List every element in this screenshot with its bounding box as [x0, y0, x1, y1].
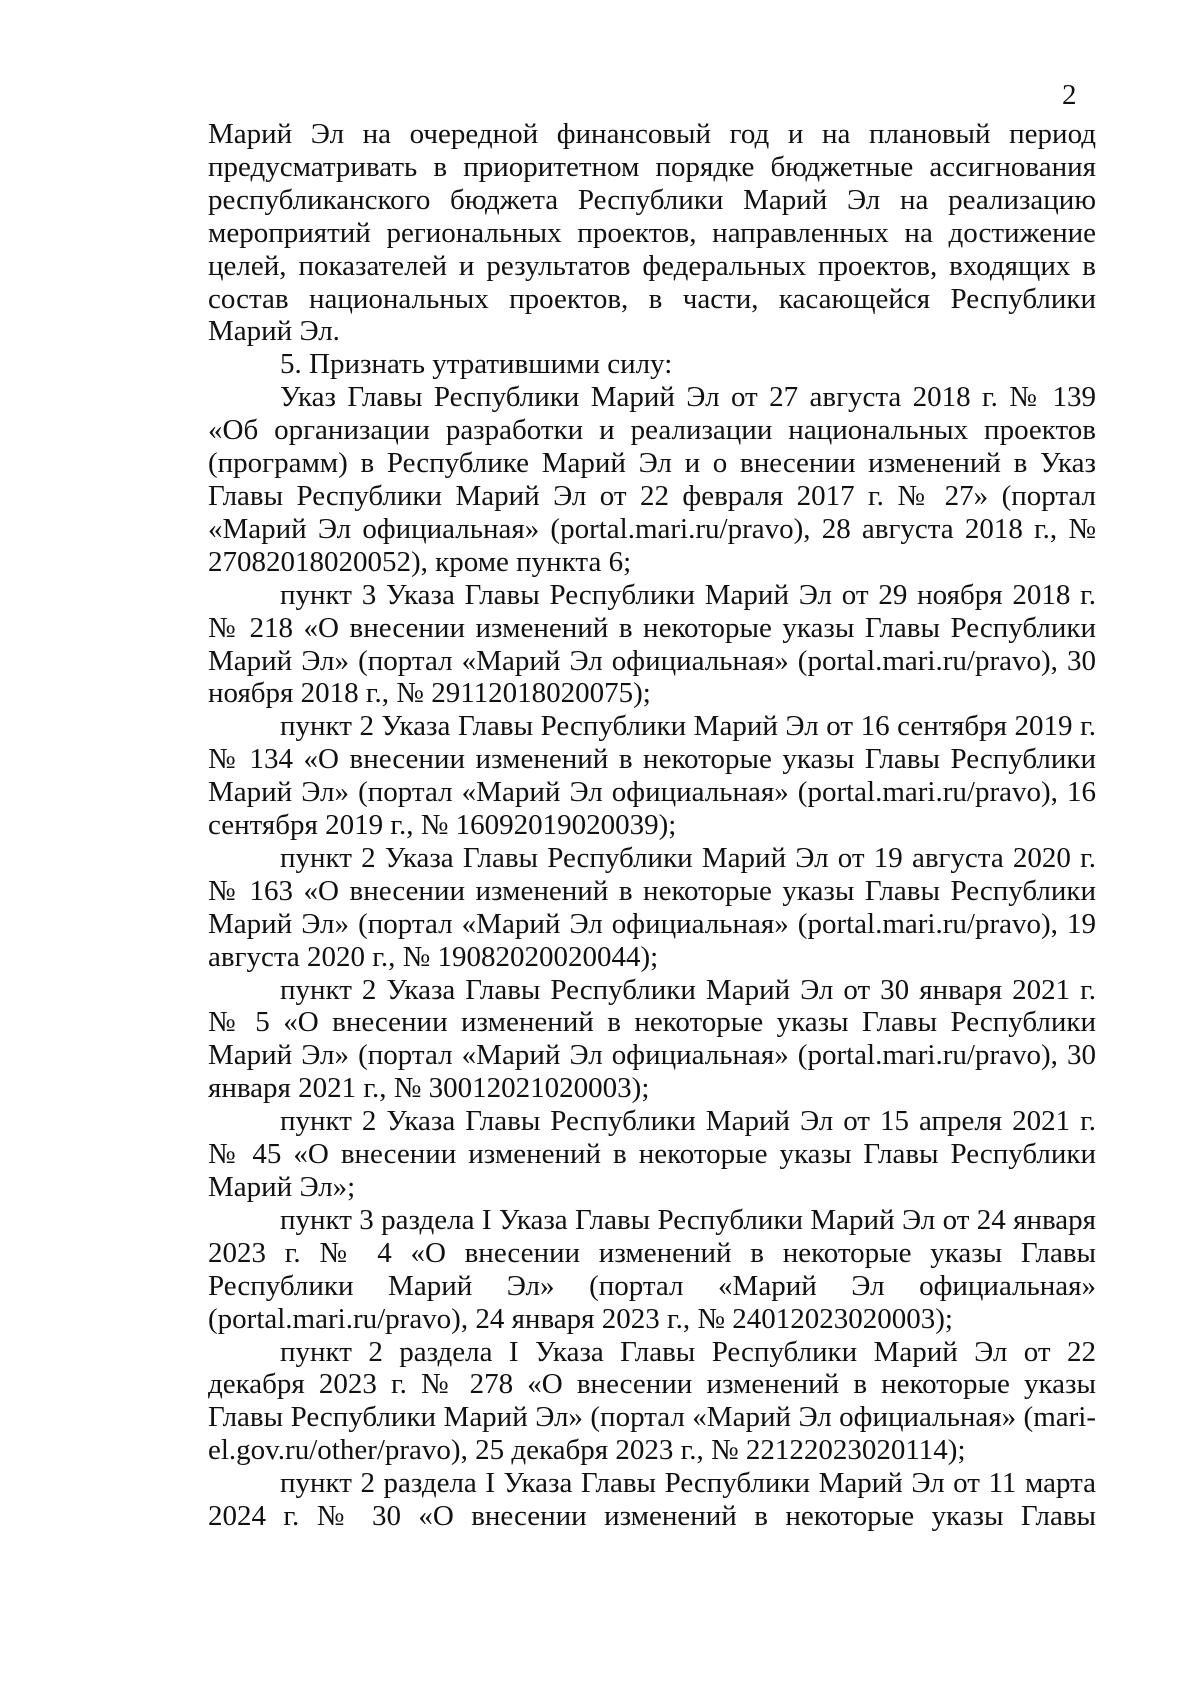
page-number: 2: [1062, 79, 1077, 111]
paragraph-repealed-clause: пункт 2 Указа Главы Республики Марий Эл от 30 января 2021 г. № 5 «О внесении изменений в некоторые указы Главы Республики Марий Эл» (портал «Марий Эл официальная» (portal.mari.ru/pravo), 30 января 2021 г., № 30012021020003);: [208, 973, 1096, 1105]
paragraph-item-5: 5. Признать утратившими силу:: [280, 348, 673, 381]
paragraph-repealed-clause: пункт 3 раздела I Указа Главы Республики Марий Эл от 24 января 2023 г. № 4 «О внесении изменений в некоторые указы Главы Республики Марий Эл» (портал «Марий Эл официальная» (portal.mari.ru/pravo), 24 января 2023 г., № 24012023020003);: [208, 1203, 1096, 1335]
paragraph-repealed-clause: пункт 2 Указа Главы Республики Марий Эл от 19 августа 2020 г. № 163 «О внесении изменений в некоторые указы Главы Республики Марий Эл» (портал «Марий Эл официальная» (portal.mari.ru/pravo), 19 августа 2020 г., № 19082020020044);: [208, 841, 1096, 973]
paragraph-repealed-clause: пункт 3 Указа Главы Республики Марий Эл от 29 ноября 2018 г. № 218 «О внесении изменений в некоторые указы Главы Республики Марий Эл» (портал «Марий Эл официальная» (portal.mari.ru/pravo), 30 ноября 2018 г., № 29112018020075);: [208, 578, 1096, 710]
paragraph-repealed-clause: пункт 2 раздела I Указа Главы Республики Марий Эл от 11 марта 2024 г. № 30 «О внесении изменений в некоторые указы Главы: [208, 1467, 1096, 1533]
paragraph-repealed-clause: пункт 2 раздела I Указа Главы Республики Марий Эл от 22 декабря 2023 г. № 278 «О внесении изменений в некоторые указы Главы Республики Марий Эл» (портал «Марий Эл официальная» (mari-el.gov.ru/other/pravo), 25 декабря 2023 г., № 22122023020114);: [208, 1335, 1096, 1467]
paragraph-repealed-clause: пункт 2 Указа Главы Республики Марий Эл от 15 апреля 2021 г. № 45 «О внесении изменений в некоторые указы Главы Республики Марий Эл»;: [208, 1105, 1096, 1203]
document-body: [208, 118, 1096, 1533]
paragraph-continuation: Марий Эл на очередной финансовый год и на плановый период предусматривать в приоритетном порядке бюджетные ассигнования республиканского бюджета Республики Марий Эл на реализацию мероприятий региональных проектов, направленных на достижение целей, показателей и результатов федеральных проектов, входящих в состав национальных проектов, в части, касающейся Республики Марий Эл.: [208, 118, 1096, 348]
paragraph-repealed-decree: Указ Главы Республики Марий Эл от 27 августа 2018 г. № 139 «Об организации разработки и реализации национальных проектов (программ) в Республике Марий Эл и о внесении изменений в Указ Главы Республики Марий Эл от 22 февраля 2017 г. № 27» (портал «Марий Эл официальная» (portal.mari.ru/pravo), 28 августа 2018 г., № 27082018020052), кроме пункта 6;: [208, 381, 1096, 578]
paragraph-repealed-clause: пункт 2 Указа Главы Республики Марий Эл от 16 сентября 2019 г. № 134 «О внесении изменений в некоторые указы Главы Республики Марий Эл» (портал «Марий Эл официальная» (portal.mari.ru/pravo), 16 сентября 2019 г., № 16092019020039);: [208, 710, 1096, 842]
